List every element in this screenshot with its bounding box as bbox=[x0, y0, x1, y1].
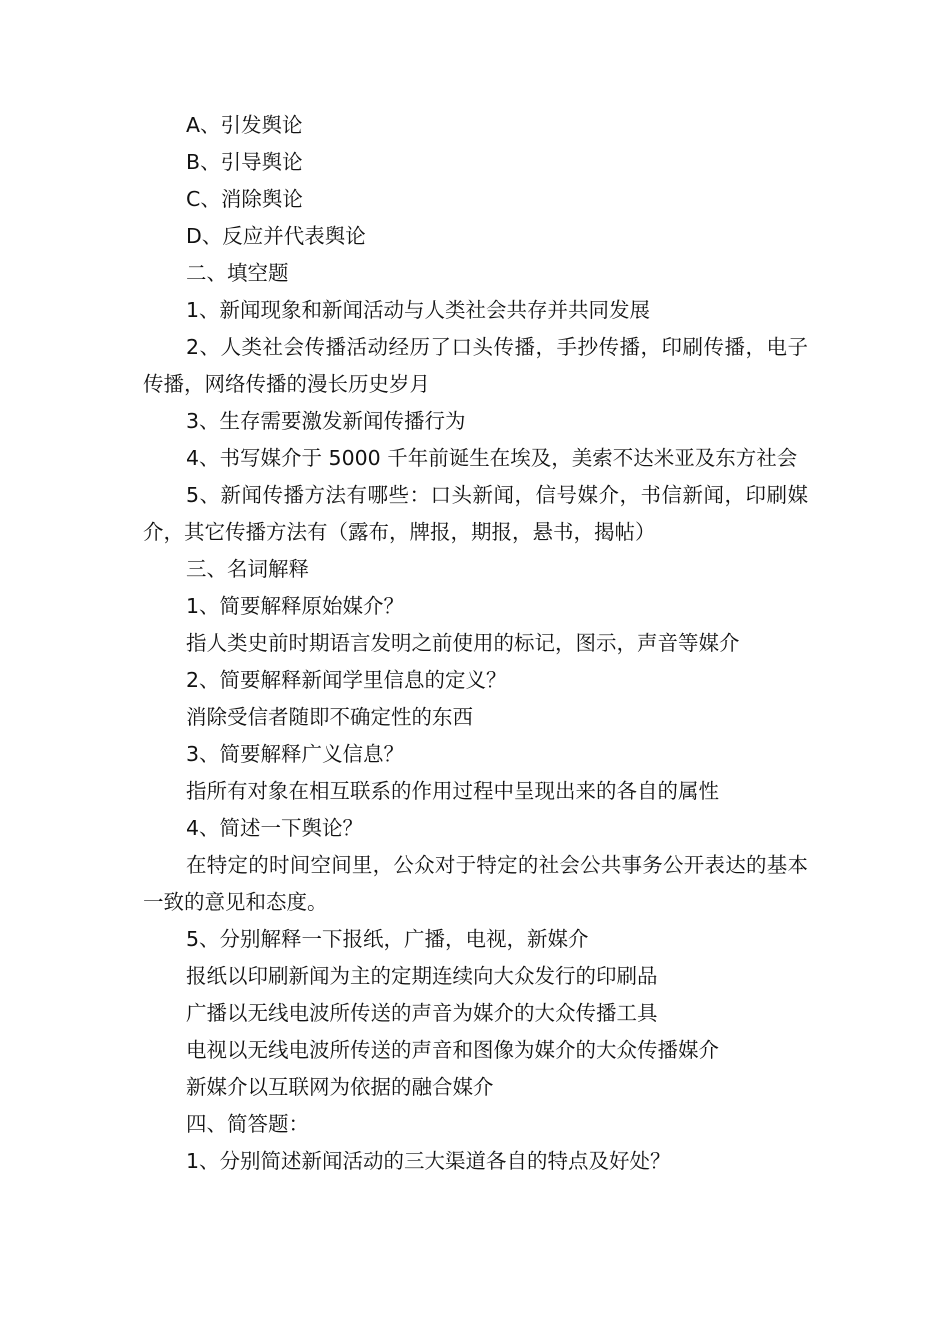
term-answer-5-television: 电视以无线电波所传送的声音和图像为媒介的大众传播媒介 bbox=[186, 1038, 719, 1062]
term-question-5: 5、分别解释一下报纸，广播，电视，新媒介 bbox=[186, 927, 589, 951]
fill-blank-item-3: 3、生存需要激发新闻传播行为 bbox=[186, 409, 466, 433]
section-heading-terms: 三、名词解释 bbox=[186, 557, 309, 581]
fill-blank-item-5: 5、新闻传播方法有哪些：口头新闻，信号媒介，书信新闻，印刷媒介，其它传播方法有（露布，牌报，期报，悬书，揭帖） bbox=[143, 483, 808, 544]
term-answer-2: 消除受信者随即不确定性的东西 bbox=[186, 705, 473, 729]
option-c: C、消除舆论 bbox=[186, 187, 303, 211]
fill-blank-item-2: 2、人类社会传播活动经历了口头传播，手抄传播，印刷传播，电子传播，网络传播的漫长历史岁月 bbox=[143, 335, 808, 396]
term-answer-5-new-media: 新媒介以互联网为依据的融合媒介 bbox=[186, 1075, 494, 1099]
document-body bbox=[143, 107, 808, 1180]
term-answer-1: 指人类史前时期语言发明之前使用的标记，图示，声音等媒介 bbox=[186, 631, 740, 655]
term-answer-5-newspaper: 报纸以印刷新闻为主的定期连续向大众发行的印刷品 bbox=[186, 964, 658, 988]
term-answer-4: 在特定的时间空间里，公众对于特定的社会公共事务公开表达的基本一致的意见和态度。 bbox=[143, 853, 808, 914]
option-a: A、引发舆论 bbox=[186, 113, 303, 137]
term-answer-5-radio: 广播以无线电波所传送的声音为媒介的大众传播工具 bbox=[186, 1001, 658, 1025]
option-d: D、反应并代表舆论 bbox=[186, 224, 366, 248]
term-answer-3: 指所有对象在相互联系的作用过程中呈现出来的各自的属性 bbox=[186, 779, 719, 803]
section-heading-short-answer: 四、简答题： bbox=[186, 1112, 309, 1136]
term-question-4: 4、简述一下舆论？ bbox=[186, 816, 364, 840]
short-answer-question-1: 1、分别简述新闻活动的三大渠道各自的特点及好处？ bbox=[186, 1149, 671, 1173]
term-question-2: 2、简要解释新闻学里信息的定义？ bbox=[186, 668, 507, 692]
term-question-1: 1、简要解释原始媒介？ bbox=[186, 594, 405, 618]
term-question-3: 3、简要解释广义信息？ bbox=[186, 742, 405, 766]
option-b: B、引导舆论 bbox=[186, 150, 303, 174]
fill-blank-item-4: 4、书写媒介于 5000 千年前诞生在埃及，美索不达米亚及东方社会 bbox=[186, 446, 798, 470]
section-heading-fill-blank: 二、填空题 bbox=[186, 261, 289, 285]
fill-blank-item-1: 1、新闻现象和新闻活动与人类社会共存并共同发展 bbox=[186, 298, 651, 322]
